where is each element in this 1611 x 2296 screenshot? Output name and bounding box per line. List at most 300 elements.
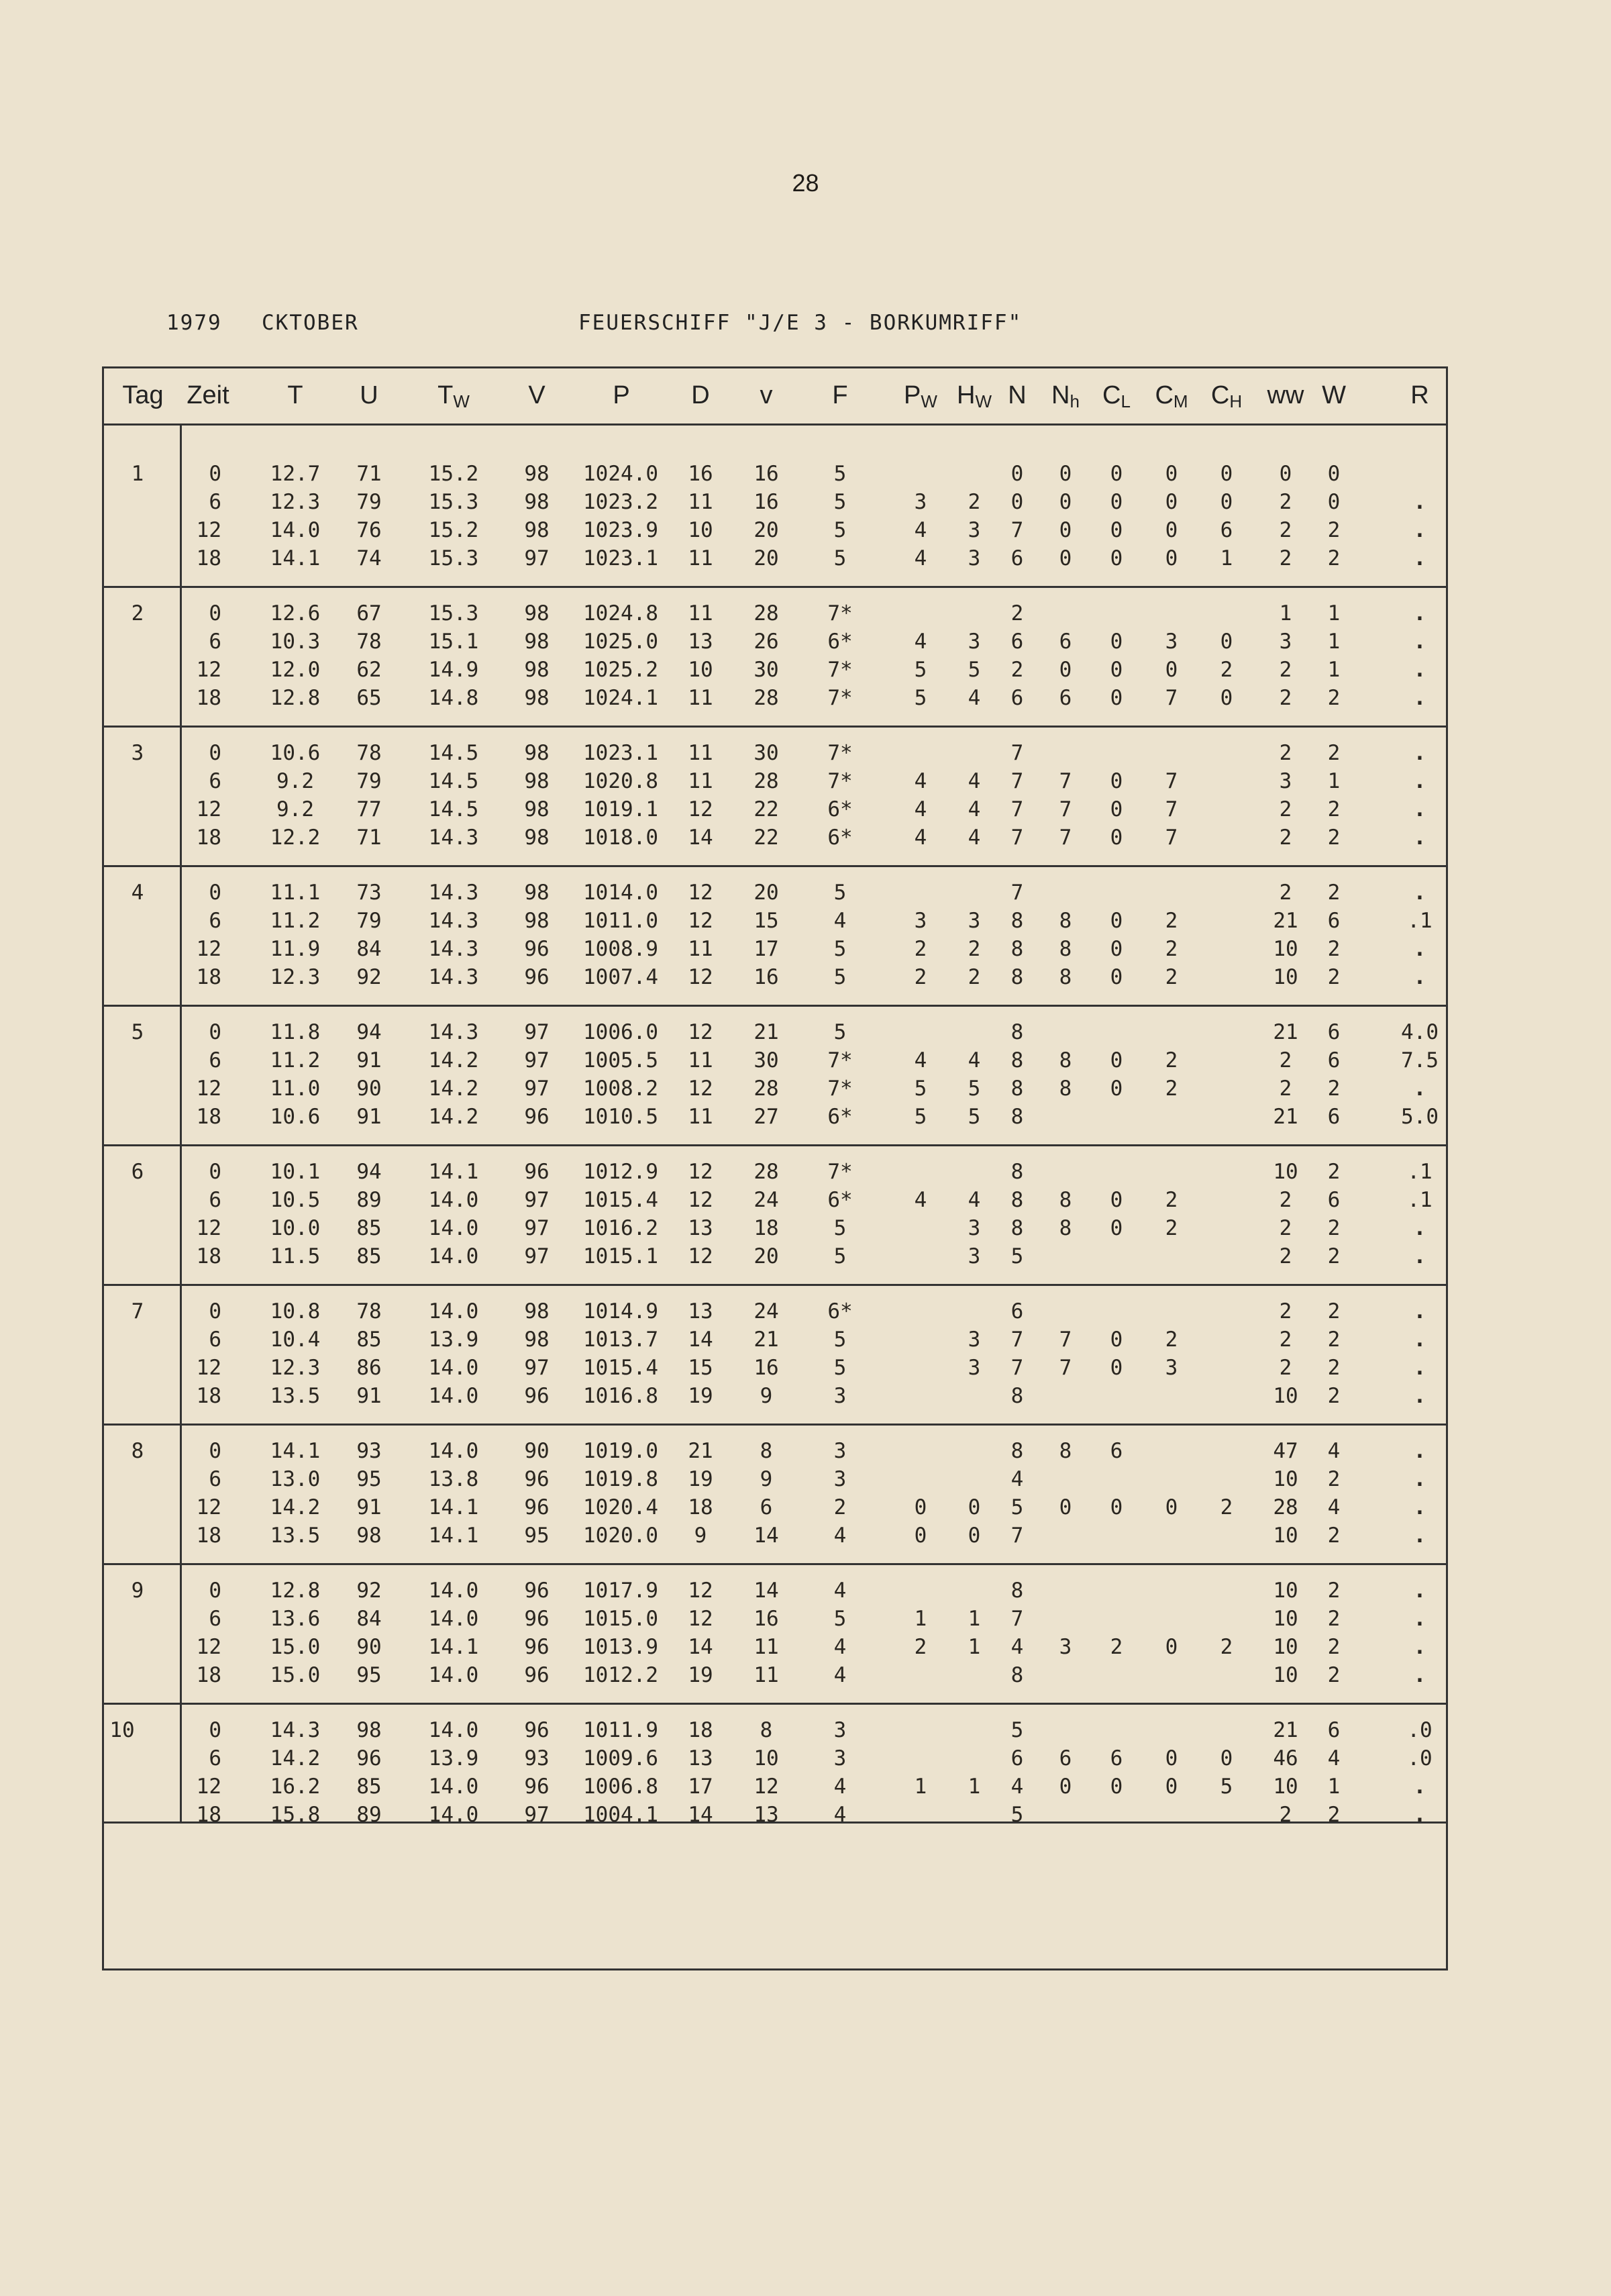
cell-n: 0 bbox=[1010, 490, 1024, 514]
cell-t: 11.5 bbox=[270, 1244, 321, 1268]
day-number: 9 bbox=[131, 1579, 144, 1603]
cell-hw: 5 bbox=[968, 658, 981, 682]
cell-u: 98 bbox=[356, 1718, 382, 1742]
cell-u: 79 bbox=[356, 490, 382, 514]
cell-ww: 2 bbox=[1279, 1356, 1292, 1380]
header-tw: $T_W$ bbox=[437, 381, 470, 411]
cell-f: 3 bbox=[833, 1746, 847, 1770]
cell-v-speed: 30 bbox=[753, 658, 779, 682]
cell-v: 96 bbox=[524, 1467, 550, 1491]
day-number: 5 bbox=[131, 1020, 144, 1044]
cell-n: 4 bbox=[1010, 1775, 1024, 1799]
cell-ww: 10 bbox=[1273, 1607, 1298, 1631]
cell-ww: 2 bbox=[1279, 1188, 1292, 1212]
cell-hw: 5 bbox=[968, 1105, 981, 1129]
cell-v-speed: 10 bbox=[753, 1746, 779, 1770]
cell-zeit: 12 bbox=[196, 518, 221, 542]
cell-p: 1014.0 bbox=[583, 881, 658, 905]
cell-p: 1017.9 bbox=[583, 1579, 658, 1603]
cell-r: . bbox=[1413, 1216, 1426, 1240]
cell-t: 14.3 bbox=[270, 1718, 321, 1742]
cell-v: 98 bbox=[524, 601, 550, 626]
cell-nh: 0 bbox=[1059, 1495, 1072, 1519]
cell-v-speed: 24 bbox=[753, 1188, 779, 1212]
cell-f: 5 bbox=[833, 1607, 847, 1631]
cell-p: 1012.2 bbox=[583, 1663, 658, 1687]
cell-w: 2 bbox=[1327, 1328, 1341, 1352]
cell-v-speed: 27 bbox=[753, 1105, 779, 1129]
cell-f: 6* bbox=[827, 826, 853, 850]
cell-ww: 10 bbox=[1273, 937, 1298, 961]
cell-hw: 1 bbox=[968, 1635, 981, 1659]
cell-p: 1025.0 bbox=[583, 630, 658, 654]
cell-n: 7 bbox=[1010, 518, 1024, 542]
cell-w: 1 bbox=[1327, 601, 1341, 626]
cell-t: 15.8 bbox=[270, 1803, 321, 1827]
day-separator bbox=[102, 1703, 1448, 1705]
cell-cl: 0 bbox=[1110, 546, 1123, 570]
cell-d: 11 bbox=[688, 546, 713, 570]
cell-hw: 4 bbox=[968, 686, 981, 710]
cell-cm: 7 bbox=[1165, 686, 1178, 710]
cell-pw: 4 bbox=[914, 797, 927, 821]
cell-f: 5 bbox=[833, 490, 847, 514]
cell-p: 1023.1 bbox=[583, 546, 658, 570]
cell-u: 91 bbox=[356, 1384, 382, 1408]
cell-t: 14.2 bbox=[270, 1495, 321, 1519]
cell-t: 13.6 bbox=[270, 1607, 321, 1631]
header-pw: $P_W$ bbox=[904, 381, 937, 411]
cell-ww: 2 bbox=[1279, 826, 1292, 850]
cell-p: 1013.7 bbox=[583, 1328, 658, 1352]
cell-r: . bbox=[1413, 518, 1426, 542]
cell-p: 1015.4 bbox=[583, 1356, 658, 1380]
cell-t: 12.6 bbox=[270, 601, 321, 626]
cell-t: 9.2 bbox=[276, 769, 314, 793]
cell-r: . bbox=[1413, 1579, 1426, 1603]
cell-w: 2 bbox=[1327, 741, 1341, 765]
cell-cl: 2 bbox=[1110, 1635, 1123, 1659]
cell-ww: 2 bbox=[1279, 1244, 1292, 1268]
cell-v: 97 bbox=[524, 1188, 550, 1212]
header-d: D bbox=[691, 381, 710, 409]
cell-t: 15.0 bbox=[270, 1663, 321, 1687]
cell-d: 11 bbox=[688, 1105, 713, 1129]
cell-f: 7* bbox=[827, 686, 853, 710]
header-cl: $C_L$ bbox=[1102, 381, 1131, 411]
cell-hw: 4 bbox=[968, 826, 981, 850]
cell-v: 95 bbox=[524, 1524, 550, 1548]
cell-w: 2 bbox=[1327, 881, 1341, 905]
cell-v-speed: 16 bbox=[753, 490, 779, 514]
cell-v-speed: 28 bbox=[753, 686, 779, 710]
cell-cl: 0 bbox=[1110, 797, 1123, 821]
cell-cl: 0 bbox=[1110, 686, 1123, 710]
cell-u: 91 bbox=[356, 1105, 382, 1129]
cell-p: 1008.2 bbox=[583, 1077, 658, 1101]
cell-d: 12 bbox=[688, 1579, 713, 1603]
cell-nh: 0 bbox=[1059, 518, 1072, 542]
cell-tw: 15.2 bbox=[428, 518, 479, 542]
cell-v-speed: 14 bbox=[753, 1579, 779, 1603]
cell-w: 2 bbox=[1327, 797, 1341, 821]
cell-w: 2 bbox=[1327, 1077, 1341, 1101]
cell-r: .1 bbox=[1407, 1160, 1433, 1184]
cell-p: 1025.2 bbox=[583, 658, 658, 682]
cell-f: 5 bbox=[833, 1328, 847, 1352]
header-p: P bbox=[613, 381, 630, 409]
cell-hw: 3 bbox=[968, 909, 981, 933]
cell-zeit: 0 bbox=[209, 1439, 221, 1463]
cell-v-speed: 20 bbox=[753, 518, 779, 542]
cell-ww: 10 bbox=[1273, 1635, 1298, 1659]
cell-r: . bbox=[1413, 601, 1426, 626]
cell-d: 12 bbox=[688, 1244, 713, 1268]
cell-r: . bbox=[1413, 1635, 1426, 1659]
cell-p: 1020.4 bbox=[583, 1495, 658, 1519]
day-number: 1 bbox=[131, 462, 144, 486]
cell-n: 7 bbox=[1010, 769, 1024, 793]
cell-d: 12 bbox=[688, 1160, 713, 1184]
cell-zeit: 0 bbox=[209, 601, 221, 626]
cell-v: 90 bbox=[524, 1439, 550, 1463]
day-separator bbox=[102, 1144, 1448, 1146]
cell-r: . bbox=[1413, 1244, 1426, 1268]
cell-tw: 14.3 bbox=[428, 965, 479, 989]
cell-pw: 5 bbox=[914, 658, 927, 682]
cell-hw: 2 bbox=[968, 965, 981, 989]
cell-cl: 0 bbox=[1110, 1328, 1123, 1352]
cell-f: 7* bbox=[827, 769, 853, 793]
cell-n: 8 bbox=[1010, 1105, 1024, 1129]
cell-p: 1016.8 bbox=[583, 1384, 658, 1408]
cell-v-speed: 11 bbox=[753, 1663, 779, 1687]
header-ch: $C_H$ bbox=[1210, 381, 1243, 411]
cell-v: 96 bbox=[524, 1718, 550, 1742]
cell-t: 12.2 bbox=[270, 826, 321, 850]
cell-zeit: 18 bbox=[196, 965, 221, 989]
cell-tw: 14.2 bbox=[428, 1077, 479, 1101]
cell-v-speed: 28 bbox=[753, 1160, 779, 1184]
cell-t: 11.8 bbox=[270, 1020, 321, 1044]
cell-p: 1009.6 bbox=[583, 1746, 658, 1770]
cell-v-speed: 9 bbox=[760, 1467, 773, 1491]
cell-cl: 0 bbox=[1110, 1356, 1123, 1380]
cell-f: 3 bbox=[833, 1439, 847, 1463]
cell-n: 5 bbox=[1010, 1718, 1024, 1742]
cell-v-speed: 11 bbox=[753, 1635, 779, 1659]
cell-t: 10.5 bbox=[270, 1188, 321, 1212]
cell-tw: 14.0 bbox=[428, 1384, 479, 1408]
cell-t: 11.9 bbox=[270, 937, 321, 961]
cell-f: 5 bbox=[833, 1020, 847, 1044]
cell-v: 96 bbox=[524, 1635, 550, 1659]
cell-zeit: 12 bbox=[196, 1635, 221, 1659]
cell-n: 7 bbox=[1010, 826, 1024, 850]
cell-v: 98 bbox=[524, 1299, 550, 1324]
cell-t: 10.6 bbox=[270, 1105, 321, 1129]
cell-hw: 4 bbox=[968, 1048, 981, 1072]
cell-d: 17 bbox=[688, 1775, 713, 1799]
cell-ww: 2 bbox=[1279, 797, 1292, 821]
cell-ww: 2 bbox=[1279, 546, 1292, 570]
cell-nh: 7 bbox=[1059, 826, 1072, 850]
cell-t: 14.0 bbox=[270, 518, 321, 542]
cell-u: 67 bbox=[356, 601, 382, 626]
cell-n: 4 bbox=[1010, 1467, 1024, 1491]
cell-n: 2 bbox=[1010, 601, 1024, 626]
cell-t: 16.2 bbox=[270, 1775, 321, 1799]
cell-ch: 1 bbox=[1220, 546, 1233, 570]
header-w: W bbox=[1322, 381, 1346, 409]
cell-zeit: 6 bbox=[209, 769, 221, 793]
cell-u: 65 bbox=[356, 686, 382, 710]
cell-zeit: 18 bbox=[196, 686, 221, 710]
header-hw: $H_W$ bbox=[957, 381, 992, 411]
cell-n: 8 bbox=[1010, 1077, 1024, 1101]
cell-hw: 0 bbox=[968, 1495, 981, 1519]
title-year: 1979 bbox=[166, 311, 222, 335]
cell-d: 12 bbox=[688, 797, 713, 821]
cell-u: 79 bbox=[356, 769, 382, 793]
cell-t: 12.3 bbox=[270, 965, 321, 989]
cell-pw: 4 bbox=[914, 546, 927, 570]
cell-cl: 0 bbox=[1110, 490, 1123, 514]
cell-zeit: 18 bbox=[196, 1105, 221, 1129]
cell-hw: 3 bbox=[968, 1356, 981, 1380]
cell-t: 11.2 bbox=[270, 1048, 321, 1072]
cell-r: .0 bbox=[1407, 1718, 1433, 1742]
cell-pw: 4 bbox=[914, 518, 927, 542]
cell-u: 91 bbox=[356, 1495, 382, 1519]
cell-p: 1010.5 bbox=[583, 1105, 658, 1129]
cell-hw: 0 bbox=[968, 1524, 981, 1548]
cell-u: 90 bbox=[356, 1635, 382, 1659]
cell-zeit: 0 bbox=[209, 462, 221, 486]
cell-t: 12.0 bbox=[270, 658, 321, 682]
cell-tw: 13.9 bbox=[428, 1328, 479, 1352]
cell-nh: 8 bbox=[1059, 1439, 1072, 1463]
cell-f: 7* bbox=[827, 1077, 853, 1101]
cell-n: 7 bbox=[1010, 1356, 1024, 1380]
cell-n: 0 bbox=[1010, 462, 1024, 486]
cell-p: 1015.0 bbox=[583, 1607, 658, 1631]
cell-w: 2 bbox=[1327, 518, 1341, 542]
cell-r: . bbox=[1413, 630, 1426, 654]
cell-u: 77 bbox=[356, 797, 382, 821]
cell-v-speed: 28 bbox=[753, 601, 779, 626]
cell-p: 1019.1 bbox=[583, 797, 658, 821]
cell-f: 6* bbox=[827, 630, 853, 654]
cell-u: 95 bbox=[356, 1663, 382, 1687]
cell-f: 3 bbox=[833, 1384, 847, 1408]
cell-zeit: 12 bbox=[196, 1216, 221, 1240]
cell-cl: 0 bbox=[1110, 1775, 1123, 1799]
cell-d: 12 bbox=[688, 881, 713, 905]
cell-d: 11 bbox=[688, 1048, 713, 1072]
cell-n: 8 bbox=[1010, 1216, 1024, 1240]
cell-n: 8 bbox=[1010, 1384, 1024, 1408]
cell-ww: 2 bbox=[1279, 658, 1292, 682]
cell-cm: 2 bbox=[1165, 1188, 1178, 1212]
cell-hw: 3 bbox=[968, 1216, 981, 1240]
cell-v: 98 bbox=[524, 518, 550, 542]
cell-u: 89 bbox=[356, 1803, 382, 1827]
cell-p: 1005.5 bbox=[583, 1048, 658, 1072]
cell-v: 96 bbox=[524, 1579, 550, 1603]
cell-cm: 2 bbox=[1165, 909, 1178, 933]
cell-p: 1012.9 bbox=[583, 1160, 658, 1184]
cell-w: 2 bbox=[1327, 826, 1341, 850]
cell-hw: 3 bbox=[968, 630, 981, 654]
cell-u: 98 bbox=[356, 1524, 382, 1548]
cell-f: 5 bbox=[833, 462, 847, 486]
cell-tw: 14.0 bbox=[428, 1439, 479, 1463]
cell-ch: 0 bbox=[1220, 462, 1233, 486]
cell-pw: 4 bbox=[914, 826, 927, 850]
cell-ww: 10 bbox=[1273, 1524, 1298, 1548]
cell-d: 12 bbox=[688, 965, 713, 989]
cell-cl: 0 bbox=[1110, 658, 1123, 682]
cell-v-speed: 6 bbox=[760, 1495, 773, 1519]
cell-d: 15 bbox=[688, 1356, 713, 1380]
cell-tw: 14.9 bbox=[428, 658, 479, 682]
cell-v: 97 bbox=[524, 1244, 550, 1268]
cell-p: 1020.0 bbox=[583, 1524, 658, 1548]
cell-v: 98 bbox=[524, 630, 550, 654]
cell-tw: 14.0 bbox=[428, 1299, 479, 1324]
cell-zeit: 0 bbox=[209, 1579, 221, 1603]
cell-zeit: 18 bbox=[196, 546, 221, 570]
cell-ww: 46 bbox=[1273, 1746, 1298, 1770]
cell-cm: 2 bbox=[1165, 1048, 1178, 1072]
cell-zeit: 18 bbox=[196, 1244, 221, 1268]
cell-n: 8 bbox=[1010, 1020, 1024, 1044]
cell-r: . bbox=[1413, 1077, 1426, 1101]
cell-r: . bbox=[1413, 769, 1426, 793]
cell-zeit: 0 bbox=[209, 741, 221, 765]
cell-w: 4 bbox=[1327, 1746, 1341, 1770]
cell-v-speed: 17 bbox=[753, 937, 779, 961]
cell-d: 13 bbox=[688, 1746, 713, 1770]
cell-r: . bbox=[1413, 1356, 1426, 1380]
cell-v-speed: 16 bbox=[753, 965, 779, 989]
cell-nh: 8 bbox=[1059, 1188, 1072, 1212]
cell-w: 6 bbox=[1327, 909, 1341, 933]
cell-f: 2 bbox=[833, 1495, 847, 1519]
title-station: FEUERSCHIFF "J/E 3 - BORKUMRIFF" bbox=[578, 311, 1023, 335]
cell-n: 7 bbox=[1010, 1607, 1024, 1631]
cell-d: 14 bbox=[688, 1803, 713, 1827]
cell-cl: 0 bbox=[1110, 1216, 1123, 1240]
cell-d: 19 bbox=[688, 1384, 713, 1408]
cell-p: 1018.0 bbox=[583, 826, 658, 850]
cell-w: 6 bbox=[1327, 1718, 1341, 1742]
cell-n: 4 bbox=[1010, 1635, 1024, 1659]
cell-nh: 7 bbox=[1059, 1356, 1072, 1380]
cell-zeit: 0 bbox=[209, 1718, 221, 1742]
day-number: 2 bbox=[131, 601, 144, 626]
cell-t: 10.8 bbox=[270, 1299, 321, 1324]
cell-tw: 14.3 bbox=[428, 826, 479, 850]
cell-v: 97 bbox=[524, 1048, 550, 1072]
cell-v: 97 bbox=[524, 546, 550, 570]
day-separator bbox=[102, 1005, 1448, 1007]
cell-w: 1 bbox=[1327, 1775, 1341, 1799]
cell-f: 3 bbox=[833, 1718, 847, 1742]
cell-v: 98 bbox=[524, 881, 550, 905]
cell-d: 10 bbox=[688, 658, 713, 682]
cell-v-speed: 22 bbox=[753, 826, 779, 850]
cell-v: 96 bbox=[524, 1495, 550, 1519]
cell-pw: 4 bbox=[914, 1048, 927, 1072]
cell-hw: 3 bbox=[968, 546, 981, 570]
cell-d: 12 bbox=[688, 1020, 713, 1044]
cell-d: 11 bbox=[688, 937, 713, 961]
cell-v-speed: 14 bbox=[753, 1524, 779, 1548]
cell-t: 11.0 bbox=[270, 1077, 321, 1101]
cell-zeit: 6 bbox=[209, 1328, 221, 1352]
cell-cm: 7 bbox=[1165, 769, 1178, 793]
cell-p: 1024.1 bbox=[583, 686, 658, 710]
cell-w: 2 bbox=[1327, 1635, 1341, 1659]
cell-n: 6 bbox=[1010, 546, 1024, 570]
cell-w: 2 bbox=[1327, 1467, 1341, 1491]
cell-ww: 2 bbox=[1279, 1328, 1292, 1352]
cell-v: 98 bbox=[524, 658, 550, 682]
cell-p: 1016.2 bbox=[583, 1216, 658, 1240]
cell-w: 4 bbox=[1327, 1439, 1341, 1463]
cell-u: 95 bbox=[356, 1467, 382, 1491]
cell-ww: 21 bbox=[1273, 1105, 1298, 1129]
cell-hw: 3 bbox=[968, 1244, 981, 1268]
cell-u: 93 bbox=[356, 1439, 382, 1463]
cell-tw: 14.8 bbox=[428, 686, 479, 710]
cell-p: 1023.1 bbox=[583, 741, 658, 765]
cell-pw: 1 bbox=[914, 1607, 927, 1631]
cell-cm: 0 bbox=[1165, 546, 1178, 570]
cell-tw: 14.5 bbox=[428, 797, 479, 821]
cell-nh: 7 bbox=[1059, 797, 1072, 821]
header-f: F bbox=[832, 381, 848, 409]
cell-w: 2 bbox=[1327, 1216, 1341, 1240]
header-n: N bbox=[1008, 381, 1027, 409]
cell-zeit: 18 bbox=[196, 826, 221, 850]
cell-d: 19 bbox=[688, 1663, 713, 1687]
cell-tw: 14.0 bbox=[428, 1188, 479, 1212]
cell-hw: 2 bbox=[968, 490, 981, 514]
cell-f: 6* bbox=[827, 797, 853, 821]
cell-n: 8 bbox=[1010, 937, 1024, 961]
cell-zeit: 6 bbox=[209, 630, 221, 654]
cell-cm: 0 bbox=[1165, 1495, 1178, 1519]
cell-n: 8 bbox=[1010, 1439, 1024, 1463]
cell-tw: 14.0 bbox=[428, 1607, 479, 1631]
cell-f: 5 bbox=[833, 965, 847, 989]
cell-v: 98 bbox=[524, 686, 550, 710]
cell-r: . bbox=[1413, 826, 1426, 850]
cell-r: . bbox=[1413, 881, 1426, 905]
cell-cm: 2 bbox=[1165, 1328, 1178, 1352]
cell-zeit: 6 bbox=[209, 909, 221, 933]
cell-v: 93 bbox=[524, 1746, 550, 1770]
cell-u: 86 bbox=[356, 1356, 382, 1380]
cell-w: 0 bbox=[1327, 490, 1341, 514]
cell-nh: 8 bbox=[1059, 1048, 1072, 1072]
day-separator bbox=[102, 586, 1448, 588]
cell-ww: 2 bbox=[1279, 686, 1292, 710]
cell-f: 7* bbox=[827, 741, 853, 765]
